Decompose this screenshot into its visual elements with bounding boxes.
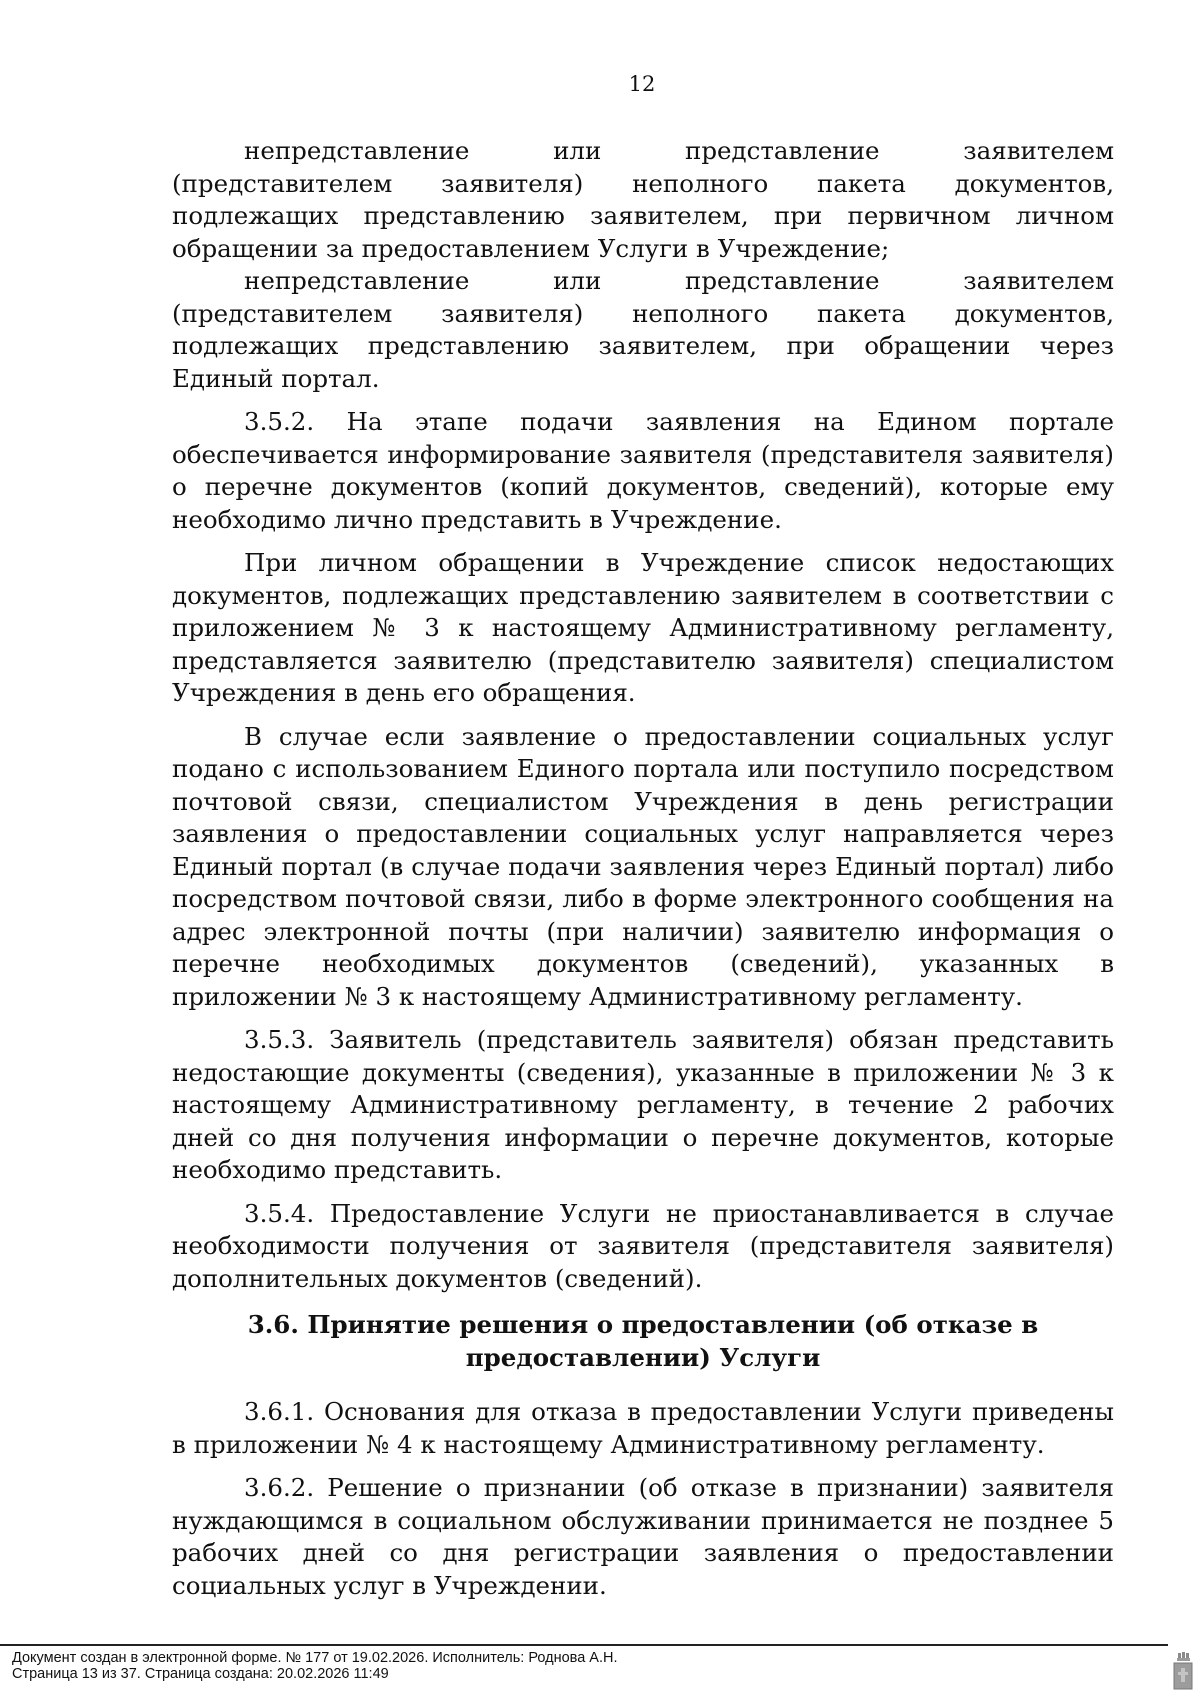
page-number: 12 <box>628 72 656 96</box>
paragraph-portal-or-post: В случае если заявление о предоставлении социальных услуг подано с использованием Единого портала или поступило посредством почтовой связи, специалистом Учреждения в день регистрации заявления о предоставлении социальных услуг направляется через Единый портал (в случае подачи заявления через Единый портал) либо посредством почтовой связи, либо в форме электронного сообщения на адрес электронной почты (при наличии) заявителю информация о перечне необходимых документов (сведений), указанных в приложении № 3 к настоящему Административному регламенту. <box>172 721 1114 1011</box>
paragraph-3-5-3: 3.5.3. Заявитель (представитель заявителя) обязан представить недостающие документы (сведения), указанные в приложении № 3 к настоящему Административному регламенту, в течение 2 рабочих дней со дня получения информации о перечне документов, которые необходимо представить. <box>172 1025 1114 1184</box>
footer-line-1: Документ создан в электронной форме. № 177 от 19.02.2026. Исполнитель: Роднова А.Н. <box>12 1650 618 1666</box>
footer <box>12 1650 618 1682</box>
document-body <box>172 135 1114 1602</box>
paragraph-3-5-2: 3.5.2. На этапе подачи заявления на Едином портале обеспечивается информирование заявителя (представителя заявителя) о перечне документов (копий документов, сведений), которые ему необходимо лично представить в Учреждение. <box>172 407 1114 534</box>
coat-of-arms-icon <box>1172 1652 1194 1690</box>
paragraph-personal-visit: При личном обращении в Учреждение список недостающих документов, подлежащих представлению заявителем в соответствии с приложением № 3 к настоящему Административному регламенту, представляется заявителю (представителю заявителя) специалистом Учреждения в день его обращения. <box>172 548 1114 707</box>
footer-divider <box>0 1644 1168 1646</box>
section-heading-3-6: 3.6. Принятие решения о предоставлении (об отказе в предоставлении) Услуги <box>247 1310 1039 1372</box>
paragraph-2: непредставление или представление заявителем (представителем заявителя) неполного пакета документов, подлежащих представлению заявителем, при обращении через Единый портал. <box>172 266 1114 393</box>
paragraph-3-5-4: 3.5.4. Предоставление Услуги не приостанавливается в случае необходимости получения от заявителя (представителя заявителя) дополнительных документов (сведений). <box>172 1198 1114 1293</box>
footer-line-2: Страница 13 из 37. Страница создана: 20.02.2026 11:49 <box>12 1666 389 1682</box>
paragraph-3-6-2: 3.6.2. Решение о признании (об отказе в признании) заявителя нуждающимся в социальном обслуживании принимается не позднее 5 рабочих дней со дня регистрации заявления о предоставлении социальных услуг в Учреждении. <box>172 1473 1114 1600</box>
paragraph-1: непредставление или представление заявителем (представителем заявителя) неполного пакета документов, подлежащих представлению заявителем, при первичном личном обращении за предоставлением Услуги в Учреждение; <box>172 136 1114 263</box>
paragraph-3-6-1: 3.6.1. Основания для отказа в предоставлении Услуги приведены в приложении № 4 к настоящему Административному регламенту. <box>172 1397 1114 1459</box>
